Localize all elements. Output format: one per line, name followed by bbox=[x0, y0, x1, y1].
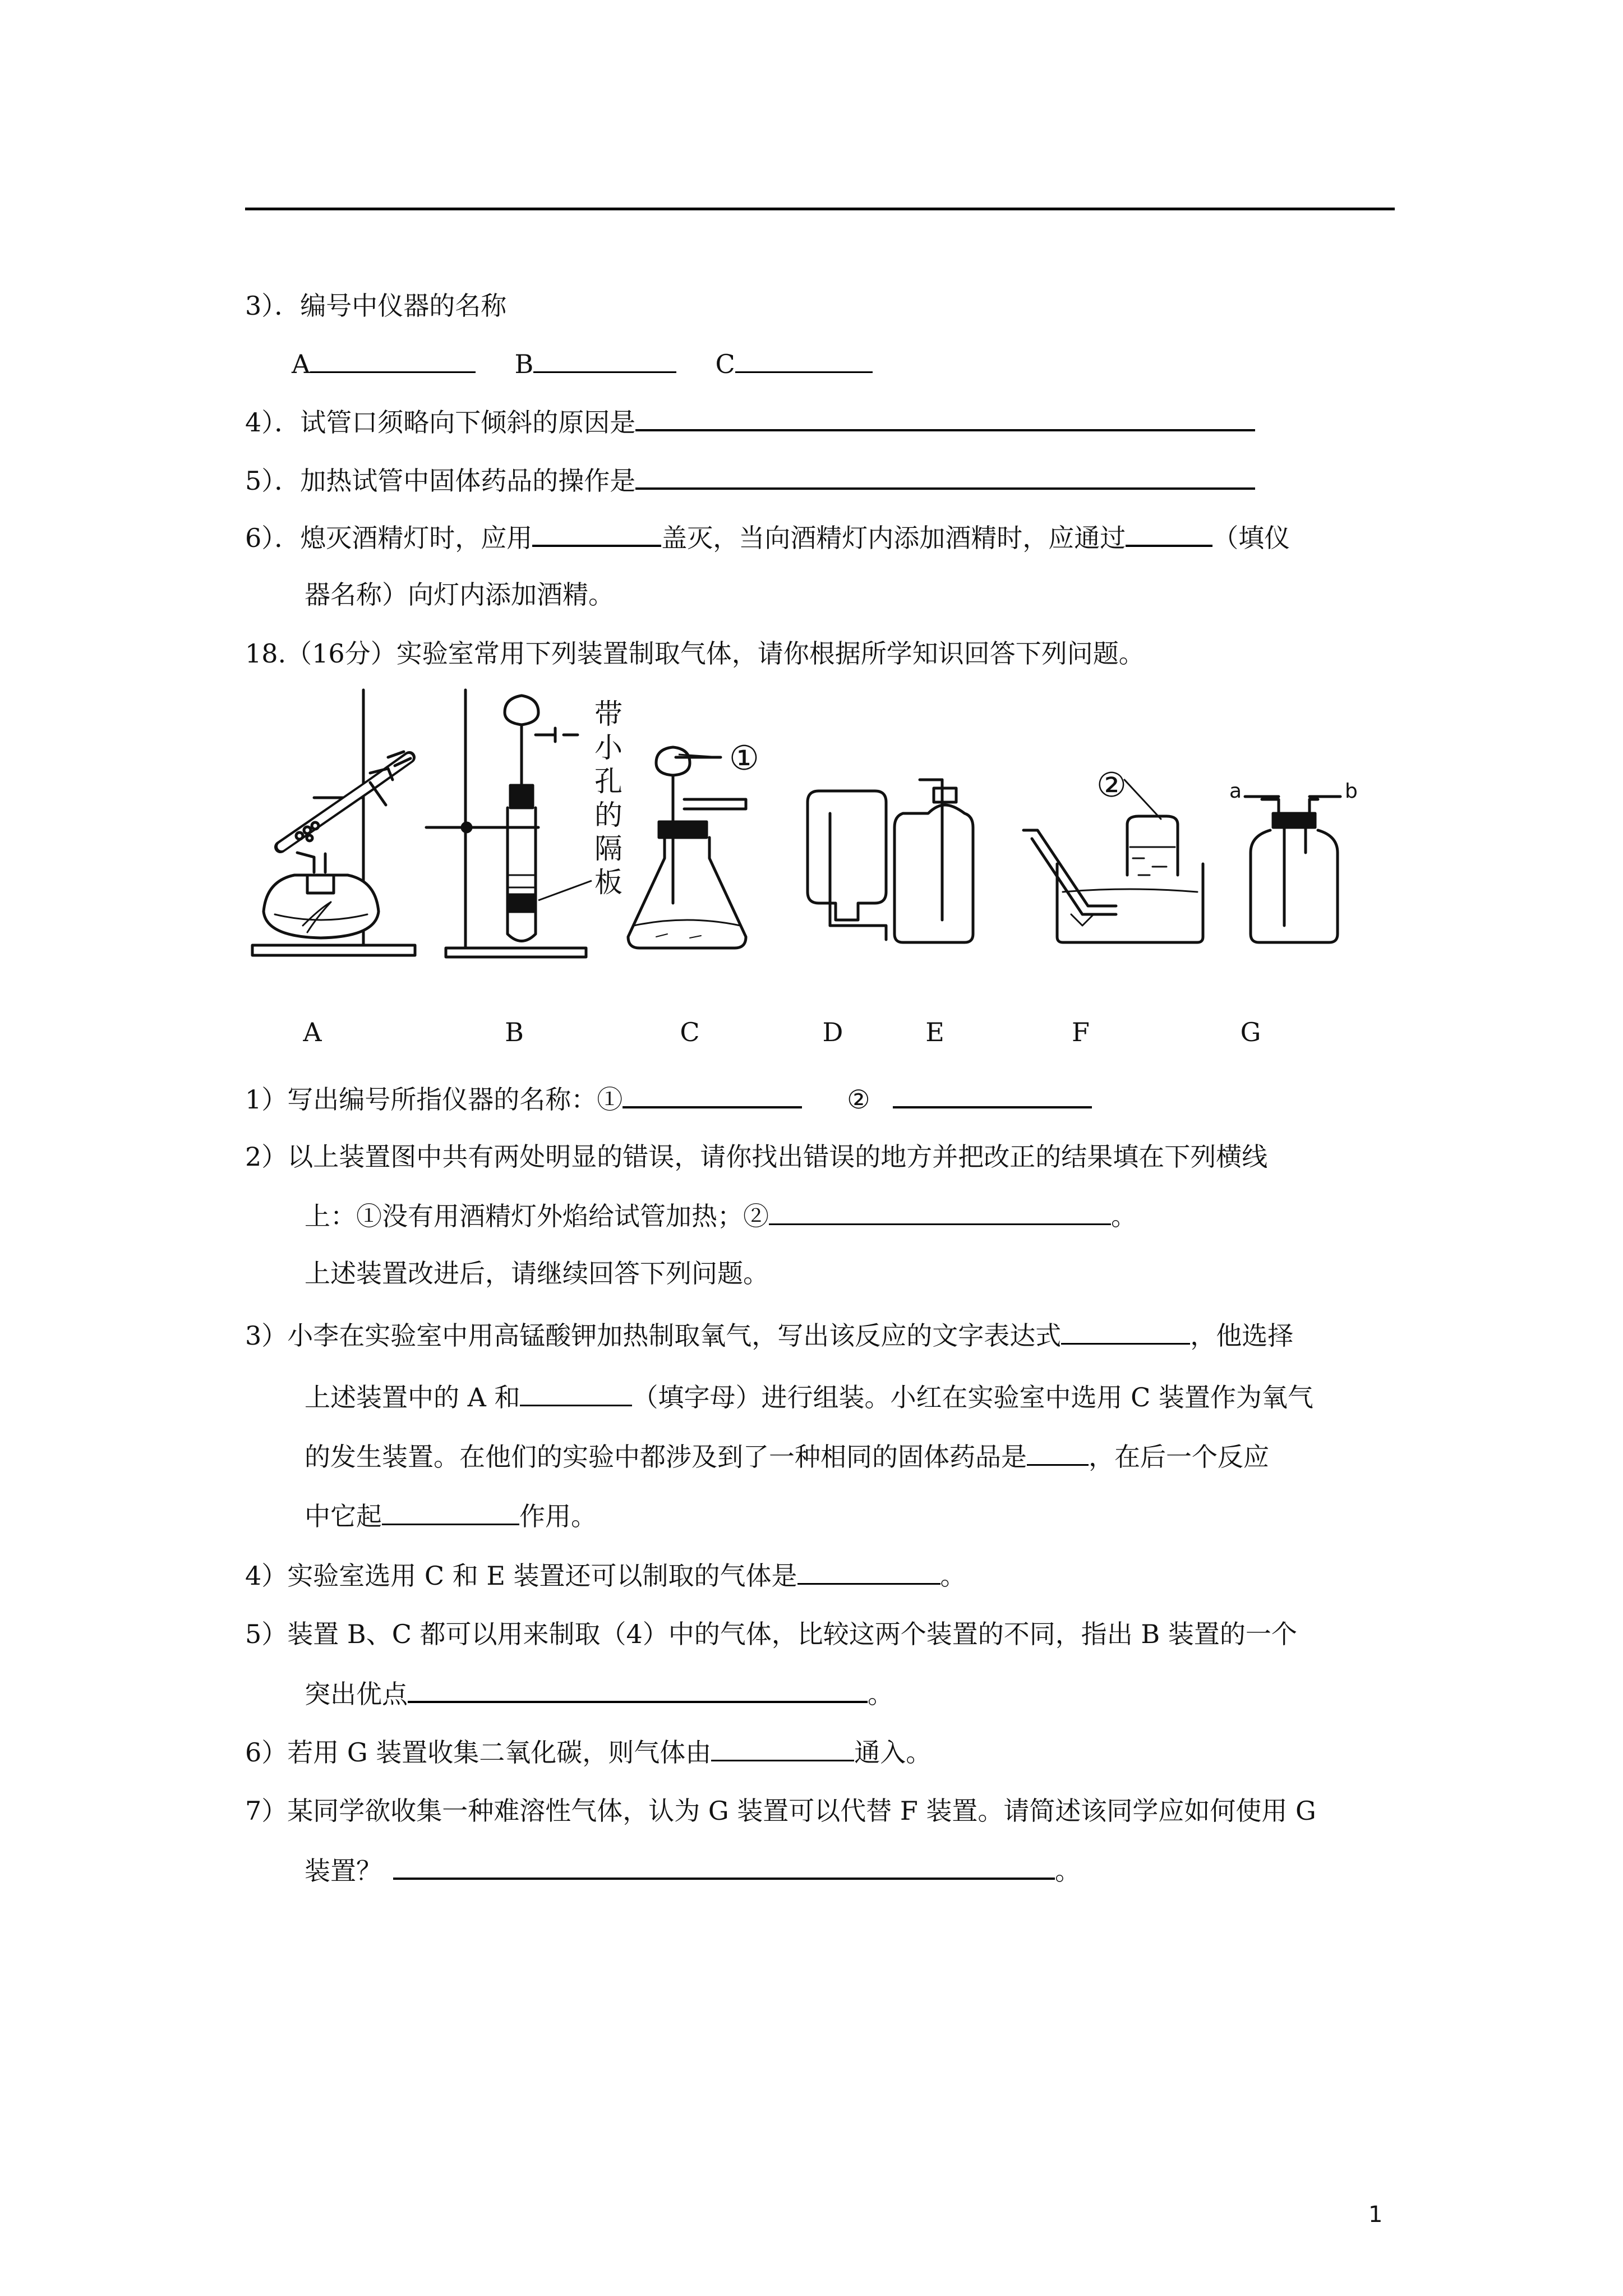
q18-s3-line4 bbox=[305, 1499, 597, 1533]
header-rule bbox=[245, 208, 1395, 210]
s3-text-3b: ，在后一个反应 bbox=[1089, 1442, 1269, 1472]
q3-title: 3）．编号中仪器的名称 bbox=[245, 291, 507, 321]
s3-text-2b: （填字母）进行组装。小红在实验室中选用 C 装置作为氧气 bbox=[632, 1382, 1313, 1412]
b-note-char: 的 bbox=[594, 799, 623, 831]
s7-end: 。 bbox=[1055, 1856, 1081, 1886]
b-note-char: 板 bbox=[594, 866, 623, 899]
q6-line1 bbox=[245, 520, 1290, 555]
figure-label-g: G bbox=[1240, 1017, 1261, 1047]
q18-s5-line2 bbox=[305, 1676, 893, 1711]
s4-end: 。 bbox=[940, 1561, 966, 1591]
s6-end: 通入。 bbox=[854, 1737, 932, 1768]
q6-text-3: （填仪 bbox=[1212, 523, 1290, 553]
q18-s2-line3: 上述装置改进后，请继续回答下列问题。 bbox=[305, 1258, 769, 1289]
answer-blank[interactable] bbox=[893, 1082, 1092, 1108]
s2-text: 上：①没有用酒精灯外焰给试管加热；② bbox=[305, 1201, 769, 1231]
s3-text-1b: ，他选择 bbox=[1190, 1320, 1294, 1351]
callout-1: ① bbox=[729, 739, 759, 778]
answer-blank[interactable] bbox=[735, 347, 873, 373]
figure-label-f: F bbox=[1072, 1017, 1090, 1047]
q18-s5-line1: 5）装置 B、C 都可以用来制取（4）中的气体，比较这两个装置的不同，指出 B 装置的一个 bbox=[245, 1619, 1297, 1649]
apparatus-b bbox=[426, 690, 586, 957]
apparatus-diagram bbox=[241, 679, 1408, 970]
s3-text-4b: 作用。 bbox=[519, 1501, 597, 1531]
q4-text: 4）．试管口须略向下倾斜的原因是 bbox=[245, 407, 636, 438]
s2-end: 。 bbox=[1111, 1201, 1137, 1231]
q18-s1 bbox=[245, 1082, 1092, 1116]
s3-text-2a: 上述装置中的 A 和 bbox=[305, 1382, 520, 1412]
apparatus-e bbox=[895, 780, 973, 942]
q18-s3-line2 bbox=[305, 1380, 1313, 1414]
q18-s4 bbox=[245, 1558, 966, 1593]
q18-s2-line2 bbox=[305, 1199, 1137, 1233]
answer-blank[interactable] bbox=[635, 404, 1255, 431]
answer-blank[interactable] bbox=[623, 1082, 802, 1108]
answer-blank[interactable] bbox=[1027, 1439, 1089, 1466]
answer-blank[interactable] bbox=[1126, 520, 1212, 547]
b-note-vertical bbox=[594, 698, 623, 899]
q6-text-1: 6）．熄灭酒精灯时，应用 bbox=[245, 523, 533, 553]
answer-blank[interactable] bbox=[532, 520, 661, 547]
apparatus-a bbox=[252, 690, 415, 955]
s1-mid: ② bbox=[847, 1084, 870, 1115]
q5-line bbox=[245, 463, 1255, 498]
page-number: 1 bbox=[1368, 2202, 1383, 2228]
answer-blank[interactable] bbox=[1061, 1318, 1190, 1345]
figure-label-e: E bbox=[925, 1017, 944, 1047]
q18-s7-line1: 7）某同学欲收集一种难溶性气体，认为 G 装置可以代替 F 装置。请简述该同学应如何使用 G bbox=[245, 1796, 1316, 1826]
s3-text-4a: 中它起 bbox=[305, 1501, 382, 1531]
answer-blank[interactable] bbox=[533, 347, 676, 373]
callout-2: ② bbox=[1096, 766, 1127, 805]
q6-text-2: 盖灭，当向酒精灯内添加酒精时，应通过 bbox=[661, 523, 1126, 553]
q3-label-b: B bbox=[514, 349, 534, 379]
q18-s2-line1: 2）以上装置图中共有两处明显的错误，请你找出错误的地方并把改正的结果填在下列横线 bbox=[245, 1142, 1268, 1172]
s3-text-1a: 3）小李在实验室中用高锰酸钾加热制取氧气，写出该反应的文字表达式 bbox=[245, 1320, 1062, 1351]
answer-blank[interactable] bbox=[711, 1735, 854, 1761]
s3-text-3a: 的发生装置。在他们的实验中都涉及到了一种相同的固体药品是 bbox=[305, 1442, 1027, 1472]
answer-blank[interactable] bbox=[797, 1558, 940, 1585]
q18-s7-line2 bbox=[305, 1853, 1081, 1888]
figure-label-a: A bbox=[303, 1017, 322, 1047]
s6-text: 6）若用 G 装置收集二氧化碳，则气体由 bbox=[245, 1737, 712, 1768]
q4-line bbox=[245, 404, 1255, 439]
answer-blank[interactable] bbox=[310, 347, 476, 373]
b-note-char: 小 bbox=[594, 731, 623, 764]
q18-s3-line1 bbox=[245, 1318, 1293, 1352]
q18-title: 18.（16分）实验室常用下列装置制取气体，请你根据所学知识回答下列问题。 bbox=[245, 638, 1145, 669]
figure-label-c: C bbox=[680, 1017, 700, 1047]
s7-text: 装置？ bbox=[305, 1856, 382, 1886]
q18-s6 bbox=[245, 1735, 932, 1769]
figure-label-b: B bbox=[505, 1017, 524, 1047]
s4-text: 4）实验室选用 C 和 E 装置还可以制取的气体是 bbox=[245, 1561, 797, 1591]
apparatus-c bbox=[628, 747, 746, 948]
q18-s3-line3 bbox=[305, 1439, 1269, 1474]
b-note-char: 孔 bbox=[594, 765, 623, 798]
b-note-char: 隔 bbox=[594, 832, 623, 865]
answer-blank[interactable] bbox=[408, 1676, 868, 1703]
g-port-a: a bbox=[1229, 780, 1242, 803]
s5-text: 突出优点 bbox=[305, 1679, 408, 1709]
q6-line2: 器名称）向灯内添加酒精。 bbox=[305, 579, 614, 610]
q3-answers bbox=[292, 347, 873, 381]
q3-label-a: A bbox=[292, 349, 311, 379]
answer-blank[interactable] bbox=[520, 1380, 632, 1406]
answer-blank[interactable] bbox=[769, 1199, 1111, 1225]
b-note-char: 带 bbox=[594, 698, 623, 730]
answer-blank[interactable] bbox=[382, 1499, 519, 1525]
answer-blank[interactable] bbox=[393, 1853, 1055, 1880]
q3-label-c: C bbox=[715, 349, 735, 379]
g-port-b: b bbox=[1345, 780, 1358, 803]
apparatus-d bbox=[808, 791, 886, 940]
s5-end: 。 bbox=[868, 1679, 893, 1709]
s1-text: 1）写出编号所指仪器的名称：① bbox=[245, 1084, 623, 1115]
answer-blank[interactable] bbox=[635, 463, 1255, 490]
apparatus-g bbox=[1245, 797, 1340, 942]
figure-label-d: D bbox=[822, 1017, 843, 1047]
q5-text: 5）．加热试管中固体药品的操作是 bbox=[245, 466, 636, 496]
